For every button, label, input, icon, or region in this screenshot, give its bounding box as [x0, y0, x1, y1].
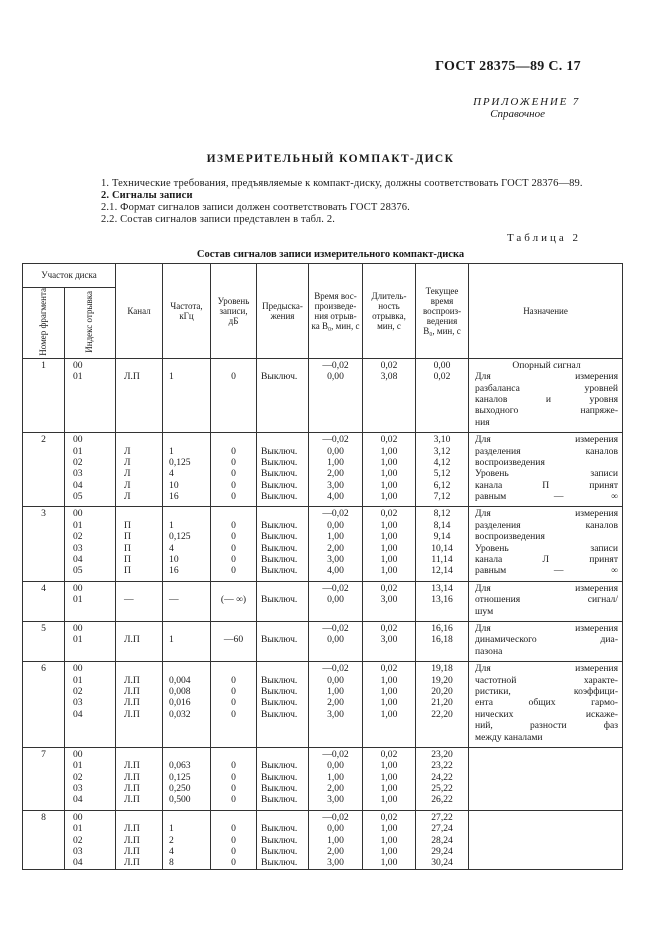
- table-row: [23, 507, 623, 577]
- header-line: время: [430, 295, 454, 306]
- cell-freq: 1: [163, 622, 211, 658]
- cell-preemph: Выключ. Выключ. Выключ. Выключ.: [257, 747, 309, 805]
- header-line: записи,: [219, 305, 248, 316]
- appendix-note: Справочное: [490, 108, 545, 120]
- cell-cur: 19,18 19,20 20,20 21,20 22,20: [416, 662, 469, 743]
- header-purpose: Назначение: [469, 264, 623, 359]
- table-number: Таблица 2: [506, 232, 581, 244]
- cell-fragment: 1: [23, 358, 65, 428]
- cell-purpose: [469, 747, 623, 805]
- cell-dur: 0,02 1,00 1,00 1,00 1,00: [363, 662, 416, 743]
- cell-level: 0 0 0 0 0: [211, 433, 257, 503]
- doc-reference: ГОСТ 28375—89 С. 17: [435, 59, 581, 74]
- appendix-label: ПРИЛОЖЕНИЕ 7: [473, 96, 580, 108]
- cell-cur: 23,20 23,22 24,22 25,22 26,22: [416, 747, 469, 805]
- signals-table: [22, 263, 623, 870]
- cell-channel: П П П П П: [116, 507, 163, 577]
- table-caption: Состав сигналов записи измерительного компакт-диска: [196, 249, 465, 260]
- cell-preemph: Выключ. Выключ. Выключ. Выключ. Выключ.: [257, 507, 309, 577]
- header-line: отрывка,: [372, 310, 406, 321]
- header-line: воспроиз-: [422, 305, 462, 316]
- cell-dur: 0,02 3,00: [363, 581, 416, 617]
- header-line: Время вос-: [314, 290, 357, 301]
- cell-purpose: Для измерения разделения каналов воспроизведения Уровень записи канала Л принят равным — ∞: [469, 507, 623, 577]
- header-line: ность: [378, 300, 400, 311]
- cell-index: 00 01 02 03 04: [65, 810, 116, 869]
- cell-freq: —: [163, 581, 211, 617]
- cell-fragment: 6: [23, 662, 65, 743]
- header-line: Предыска-: [262, 300, 303, 311]
- cell-level: 0 0 0 0: [211, 810, 257, 869]
- paragraph-2-1: 2.1. Формат сигналов записи должен соответствовать ГОСТ 28376.: [101, 202, 410, 213]
- header-frequency: [163, 264, 211, 359]
- header-line: ка B₀, мин, с: [311, 320, 360, 331]
- cell-fragment: 2: [23, 433, 65, 503]
- cell-dur: 0,02 3,00: [363, 622, 416, 658]
- header-line: Уровень: [217, 295, 250, 306]
- cell-freq: 1 2 4 8: [163, 810, 211, 869]
- cell-start: —0,02 0,00 1,00 2,00 3,00: [309, 810, 363, 869]
- header-level: [211, 264, 257, 359]
- table-row: [23, 810, 623, 869]
- table-row: [23, 433, 623, 503]
- cell-dur: 0,02 1,00 1,00 1,00 1,00: [363, 810, 416, 869]
- cell-channel: Л.П Л.П Л.П Л.П: [116, 810, 163, 869]
- header-line: жения: [270, 310, 295, 321]
- cell-fragment: 5: [23, 622, 65, 658]
- cell-fragment: 7: [23, 747, 65, 805]
- header-preemphasis: [257, 264, 309, 359]
- cell-level: 0 0 0 0: [211, 662, 257, 743]
- page-title: ИЗМЕРИТЕЛЬНЫЙ КОМПАКТ-ДИСК: [206, 153, 455, 165]
- cell-cur: 13,14 13,16: [416, 581, 469, 617]
- cell-fragment: 4: [23, 581, 65, 617]
- cell-dur: 0,02 3,08: [363, 358, 416, 428]
- cell-preemph: Выключ. Выключ. Выключ. Выключ.: [257, 810, 309, 869]
- cell-cur: 27,22 27,24 28,24 29,24 30,24: [416, 810, 469, 869]
- cell-start: —0,02 0,00 1,00 2,00 3,00: [309, 662, 363, 743]
- cell-dur: 0,02 1,00 1,00 1,00 1,00: [363, 747, 416, 805]
- paragraph-2-heading: 2. Сигналы записи: [101, 190, 193, 201]
- cell-channel: Л.П Л.П Л.П Л.П: [116, 747, 163, 805]
- cell-purpose: Для измерения частотной характе- ристики, коэффици- ента общих гармо- нических искаже- ний, разности фаз между каналами: [469, 662, 623, 743]
- cell-cur: 16,16 16,18: [416, 622, 469, 658]
- cell-cur: 3,10 3,12 4,12 5,12 6,12 7,12: [416, 433, 469, 503]
- cell-freq: 1 0,125 4 10 16: [163, 507, 211, 577]
- cell-fragment: 3: [23, 507, 65, 577]
- cell-level: 0: [211, 358, 257, 428]
- cell-index: 00 01: [65, 581, 116, 617]
- cell-cur: 0,00 0,02: [416, 358, 469, 428]
- header-start-time: [309, 264, 363, 359]
- cell-dur: 0,02 1,00 1,00 1,00 1,00 1,00: [363, 433, 416, 503]
- paragraph-1: 1. Технические требования, предъявляемые к компакт-диску, должны соответствовать ГОСТ 28376—89.: [101, 178, 583, 189]
- cell-preemph: Выключ. Выключ. Выключ. Выключ. Выключ.: [257, 433, 309, 503]
- cell-freq: 1 0,125 4 10 16: [163, 433, 211, 503]
- cell-index: 00 01: [65, 622, 116, 658]
- header-line: Текущее: [425, 285, 459, 296]
- cell-fragment: 8: [23, 810, 65, 869]
- table-row: [23, 581, 623, 617]
- cell-level: (— ∞): [211, 581, 257, 617]
- header-duration: [363, 264, 416, 359]
- cell-freq: 0,063 0,125 0,250 0,500: [163, 747, 211, 805]
- header-fragment: Номер фрагмента: [23, 288, 65, 359]
- cell-start: —0,02 0,00 1,00 2,00 3,00: [309, 747, 363, 805]
- cell-level: —60: [211, 622, 257, 658]
- table-row: [23, 622, 623, 658]
- cell-index: 00 01: [65, 358, 116, 428]
- cell-freq: 1: [163, 358, 211, 428]
- cell-start: —0,02 0,00: [309, 622, 363, 658]
- cell-channel: —: [116, 581, 163, 617]
- cell-preemph: Выключ.: [257, 581, 309, 617]
- cell-purpose: Опорный сигнал Для измерения разбаланса уровней каналов и уровня выходного напряже- ния: [469, 358, 623, 428]
- cell-level: 0 0 0 0: [211, 747, 257, 805]
- table-row: [23, 662, 623, 743]
- header-current-time: [416, 264, 469, 359]
- header-index: Индекс отрывка: [65, 288, 116, 359]
- cell-freq: 0,004 0,008 0,016 0,032: [163, 662, 211, 743]
- cell-start: —0,02 0,00: [309, 581, 363, 617]
- header-line: B₀, мин, с: [423, 326, 461, 337]
- paragraph-2-2: 2.2. Состав сигналов записи представлен в табл. 2.: [101, 214, 335, 225]
- cell-purpose: [469, 810, 623, 869]
- cell-purpose: Для измерения разделения каналов воспроизведения Уровень записи канала П принят равным — ∞: [469, 433, 623, 503]
- header-line: Длитель-: [371, 290, 407, 301]
- header-line: ведения: [426, 315, 458, 326]
- cell-cur: 8,12 8,14 9,14 10,14 11,14 12,14: [416, 507, 469, 577]
- header-line: ния отрыв-: [314, 310, 357, 321]
- cell-preemph: Выключ. Выключ. Выключ. Выключ.: [257, 662, 309, 743]
- table-row: [23, 747, 623, 805]
- header-disk-section: Участок диска: [23, 264, 116, 288]
- cell-index: 00 01 02 03 04 05: [65, 433, 116, 503]
- cell-channel: Л.П: [116, 622, 163, 658]
- cell-index: 00 01 02 03 04: [65, 747, 116, 805]
- cell-start: —0,02 0,00: [309, 358, 363, 428]
- header-line: дБ: [228, 315, 239, 326]
- cell-preemph: Выключ.: [257, 358, 309, 428]
- cell-purpose: Для измерения динамического диа- пазона: [469, 622, 623, 658]
- cell-purpose: Для измерения отношения сигнал/ шум: [469, 581, 623, 617]
- cell-preemph: Выключ.: [257, 622, 309, 658]
- cell-index: 00 01 02 03 04 05: [65, 507, 116, 577]
- cell-start: —0,02 0,00 1,00 2,00 3,00 4,00: [309, 507, 363, 577]
- cell-channel: Л.П: [116, 358, 163, 428]
- header-line: мин, с: [377, 320, 401, 331]
- header-line: кГц: [179, 310, 194, 321]
- header-line: Частота,: [170, 300, 203, 311]
- table-row: [23, 358, 623, 428]
- cell-start: —0,02 0,00 1,00 2,00 3,00 4,00: [309, 433, 363, 503]
- cell-dur: 0,02 1,00 1,00 1,00 1,00 1,00: [363, 507, 416, 577]
- cell-channel: Л Л Л Л Л: [116, 433, 163, 503]
- cell-index: 00 01 02 03 04: [65, 662, 116, 743]
- header-line: произведе-: [314, 300, 357, 311]
- cell-channel: Л.П Л.П Л.П Л.П: [116, 662, 163, 743]
- cell-level: 0 0 0 0 0: [211, 507, 257, 577]
- header-channel: Канал: [116, 264, 163, 359]
